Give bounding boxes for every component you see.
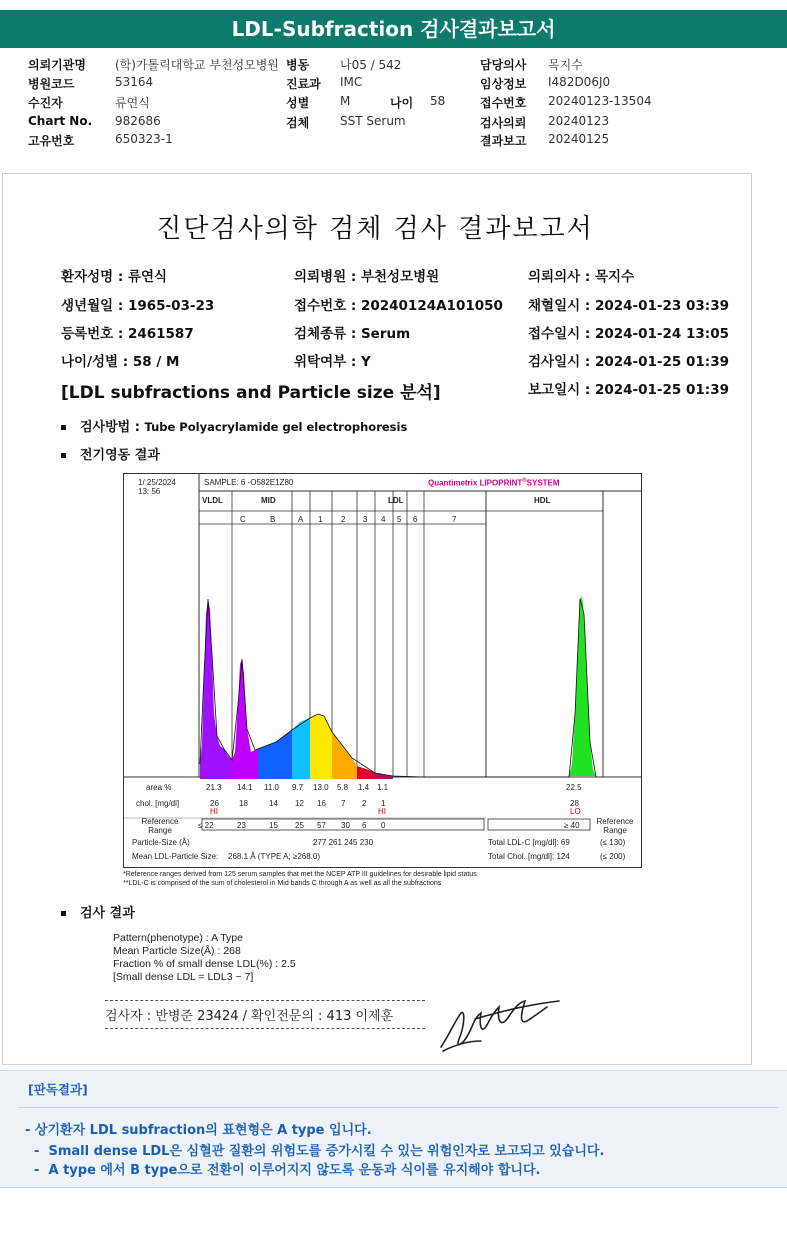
- chol-value: 26: [210, 799, 219, 808]
- hdl-area-value: 22.5: [566, 783, 582, 792]
- method-line: 검사방법 : Tube Polyacrylamide gel electrophoresis: [61, 416, 407, 435]
- total-ldl-ref: (≤ 130): [600, 838, 626, 847]
- field-value: I482D06J0: [548, 75, 611, 89]
- group-hdl: HDL: [534, 496, 551, 505]
- band-label: 4: [381, 515, 386, 524]
- chol-value: 12: [295, 799, 304, 808]
- ref-value: 15: [269, 821, 278, 830]
- graph-time: 13: 56: [138, 487, 161, 496]
- field-label: 성별: [286, 96, 310, 110]
- field-value: 20240123-13504: [548, 94, 652, 108]
- field-label: 임상정보: [480, 77, 527, 91]
- area-value: 14.1: [237, 783, 253, 792]
- report-title: LDL-Subfraction 검사결과보고서: [231, 17, 556, 41]
- field-label: 접수번호: [480, 96, 527, 110]
- electrophoresis-heading: [61, 444, 160, 463]
- band-label: 2: [341, 515, 346, 524]
- hdl-peak: [569, 596, 596, 776]
- band-label: 3: [363, 515, 368, 524]
- analysis-section-title: [LDL subfractions and Particle size 분석]: [61, 383, 441, 403]
- ref-value: 0: [381, 821, 386, 830]
- field-value: IMC: [340, 75, 363, 89]
- total-ldl: Total LDL-C [mg/dl]: 69: [488, 838, 570, 847]
- field-value: 20240123: [548, 114, 610, 128]
- birth-date: 생년월일 : 1965-03-23: [61, 298, 215, 314]
- graph-footnote: **LDL-C is comprised of the sum of cholesterol in Mid bands C through A as well as all the subfractions: [123, 880, 442, 887]
- brand-suffix: SYSTEM: [526, 478, 560, 488]
- referring-hospital: 의뢰병원 : 부천성모병원: [294, 269, 440, 285]
- band-label: B: [270, 515, 276, 524]
- hdl-chol-value: 28: [570, 799, 579, 808]
- header-row: [0, 132, 787, 150]
- group-mid: MID: [261, 496, 276, 505]
- electrophoresis-graph: [123, 473, 642, 868]
- ref-value: 23: [237, 821, 246, 830]
- outsourced: 위탁여부 : Y: [294, 354, 371, 370]
- bullet-icon: [61, 425, 66, 430]
- area-value: 5.8: [337, 783, 349, 792]
- group-ldl: LDL: [388, 496, 404, 505]
- field-label: 진료과: [286, 77, 321, 91]
- band-label: 5: [397, 515, 402, 524]
- ref-value: ≤ 22: [198, 821, 214, 830]
- ref-value: 30: [341, 821, 350, 830]
- vldl-peak: [200, 599, 232, 779]
- brand-name: Quantimetrix LIPOPRINT: [428, 478, 523, 488]
- field-value: 류연식: [115, 96, 150, 110]
- result-line: [Small dense LDL = LDL3 ~ 7]: [113, 971, 254, 983]
- result-block: [113, 932, 296, 984]
- field-label: Chart No.: [28, 114, 93, 128]
- area-value: 1.1: [377, 783, 389, 792]
- graph-sample: SAMPLE: 6 -O582E1Z80: [204, 478, 294, 487]
- ref-value: 25: [295, 821, 304, 830]
- report-document-title: 진단검사의학 검체 검사 결과보고서: [156, 214, 594, 244]
- signature-divider: [105, 1000, 425, 1001]
- field-value: 53164: [115, 75, 154, 89]
- method-value: Tube Polyacrylamide gel electrophoresis: [144, 420, 408, 434]
- group-vldl: VLDL: [202, 496, 223, 505]
- signature-divider: [105, 1028, 425, 1029]
- registration-number: 등록번호 : 2461587: [61, 326, 194, 342]
- bullet-icon: [61, 453, 66, 458]
- mean-size-label: Mean LDL-Particle Size:: [132, 852, 219, 861]
- area-value: 1.4: [358, 783, 370, 792]
- mid-a-peak: [292, 718, 310, 779]
- ldl3-peak: [357, 766, 375, 779]
- chol-value: 1: [381, 799, 386, 808]
- result-line: Mean Particle Size(Å) : 268: [113, 945, 241, 957]
- chol-value: 18: [239, 799, 248, 808]
- header-row: [0, 75, 787, 93]
- registered-icon: ®: [522, 478, 527, 484]
- mean-size-value: 268.1 Å (TYPE A; ≥268.0): [228, 852, 320, 861]
- chol-value: 14: [269, 799, 278, 808]
- chol-value: 7: [341, 799, 346, 808]
- band-label: 7: [452, 515, 457, 524]
- field-label: 담당의사: [480, 58, 527, 72]
- patient-name: 환자성명 : 류연식: [61, 269, 168, 285]
- band-label: 1: [318, 515, 323, 524]
- ldl1-peak: [310, 714, 332, 779]
- judgement-line: - 상기환자 LDL subfraction의 표현형은 A type 입니다.: [25, 1123, 372, 1138]
- receipt-number: 접수번호 : 20240124A101050: [294, 298, 503, 314]
- field-label: 고유번호: [28, 134, 75, 148]
- field-value: M: [340, 94, 351, 108]
- result-line: Pattern(phenotype) : A Type: [113, 932, 243, 944]
- header-row: [0, 114, 787, 132]
- result-heading: [61, 902, 135, 921]
- field-value: 나05 / 542: [340, 58, 402, 72]
- graph-footnote: *Reference ranges derived from 125 serum samples that met the NCEP ATP III guidelines for desirable lipid status: [123, 871, 477, 878]
- area-value: 11.0: [264, 783, 279, 792]
- field-value: 목지수: [548, 58, 583, 72]
- band-label: C: [240, 515, 246, 524]
- report-time: 보고일시 : 2024-01-25 01:39: [528, 382, 729, 398]
- ref-row-label: Reference Range: [141, 817, 179, 835]
- ref-value: 6: [362, 821, 367, 830]
- field-label: 결과보고: [480, 134, 527, 148]
- judgement-header: [판독결과]: [28, 1082, 88, 1097]
- chol-value: 16: [317, 799, 326, 808]
- field-label: 의뢰기관명: [28, 58, 86, 72]
- collection-time: 채혈일시 : 2024-01-23 03:39: [528, 298, 729, 314]
- total-chol: Total Chol. [mg/dl]: 124: [488, 852, 570, 861]
- ref-right-label: Reference Range: [596, 817, 634, 835]
- hdl-flag: LO: [570, 807, 581, 816]
- area-value: 9.7: [292, 783, 304, 792]
- referring-doctor: 의뢰의사 : 목지수: [528, 269, 635, 285]
- field-label: 병원코드: [28, 77, 75, 91]
- mid-c-peak: [232, 659, 258, 779]
- area-value: 13.0: [313, 783, 329, 792]
- bullet-icon: [61, 911, 66, 916]
- signature-icon: [435, 995, 565, 1057]
- result-label: 검사 결과: [80, 906, 135, 921]
- field-label: 수진자: [28, 96, 63, 110]
- chol-row-label: chol. [mg/dl]: [136, 799, 180, 808]
- band-label: A: [298, 515, 304, 524]
- chol-value: 2: [362, 799, 367, 808]
- age-sex: 나이/성별 : 58 / M: [61, 354, 180, 370]
- report-title-bar: [0, 10, 787, 48]
- graph-brand: [428, 478, 560, 488]
- electrophoresis-label: 전기영동 결과: [80, 448, 160, 463]
- field-value: 982686: [115, 114, 161, 128]
- area-value: 21.3: [206, 783, 222, 792]
- signature-line: 검사자 : 반병준 23424 / 확인전문의 : 413 이제훈: [105, 1009, 394, 1024]
- field-label: 나이: [390, 96, 414, 110]
- field-value: 650323-1: [115, 132, 173, 146]
- judgement-divider: [18, 1107, 778, 1108]
- total-chol-ref: (≤ 200): [600, 852, 626, 861]
- vldl-flag: HI: [210, 807, 218, 816]
- field-value: (학)가톨릭대학교 부천성모병원: [115, 58, 279, 72]
- band-label: 6: [413, 515, 418, 524]
- ref-value: 57: [317, 821, 326, 830]
- method-label: 검사방법: [80, 420, 131, 435]
- header-row: [0, 56, 787, 74]
- field-value: 20240125: [548, 132, 610, 146]
- size-row-label: Particle-Size (Å): [132, 838, 190, 847]
- hdl-ref-value: ≥ 40: [564, 821, 580, 830]
- signature-block: [105, 1000, 425, 1029]
- specimen-type: 검체종류 : Serum: [294, 326, 411, 342]
- ldl2-peak: [332, 732, 357, 779]
- header-row: [0, 94, 787, 112]
- result-line: Fraction % of small dense LDL(%) : 2.5: [113, 958, 296, 970]
- mid-b-peak: [258, 730, 292, 779]
- receipt-time: 접수일시 : 2024-01-24 13:05: [528, 326, 729, 342]
- judgement-line: - Small dense LDL은 심혈관 질환의 위험도를 증가시킬 수 있는 위험인자로 보고되고 있습니다.: [25, 1144, 605, 1159]
- field-label: 검사의뢰: [480, 116, 527, 130]
- field-label: 검체: [286, 116, 310, 130]
- field-value: 58: [430, 94, 446, 108]
- field-value: SST Serum: [340, 114, 406, 128]
- area-row-label: area %: [146, 783, 172, 792]
- particle-sizes: 277 261 245 230: [313, 838, 374, 847]
- graph-date: 1/ 25/2024: [138, 478, 176, 487]
- ldl3-flag: HI: [378, 807, 386, 816]
- ldl4-peak: [375, 773, 393, 779]
- field-label: 병동: [286, 58, 310, 72]
- judgement-panel: [0, 1070, 787, 1188]
- test-time: 검사일시 : 2024-01-25 01:39: [528, 354, 729, 370]
- judgement-line: - A type 에서 B type으로 전환이 이루어지지 않도록 운동과 식이를 유지해야 합니다.: [25, 1163, 541, 1178]
